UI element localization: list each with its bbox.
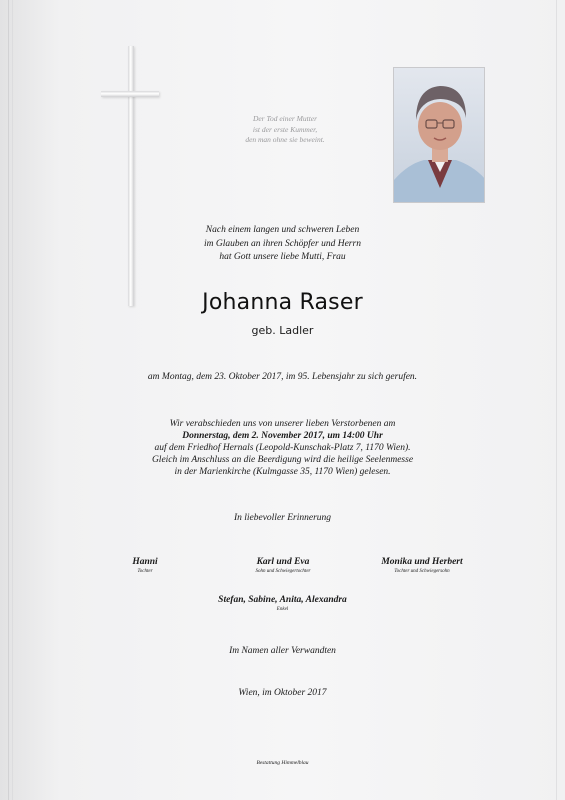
place-date: Wien, im Oktober 2017 (238, 688, 327, 698)
quote-line: ist der erste Kummer, (252, 124, 318, 134)
memorial-quote (150, 114, 420, 146)
fold-line (8, 0, 9, 800)
quote-line: Der Tod einer Mutter (252, 114, 318, 123)
mourner (150, 595, 415, 612)
intro-line: hat Gott unsere liebe Mutti, Frau (219, 252, 346, 262)
mourner (218, 557, 348, 574)
mourner (352, 557, 492, 574)
maiden-name: geb. Ladler (251, 324, 314, 337)
fold-line (12, 0, 13, 800)
intro-text (100, 224, 465, 265)
mourner-relation: Tochter und Schwiegersohn (394, 569, 450, 574)
page-edge (556, 0, 557, 800)
relatives-line: Im Namen aller Verwandten (229, 646, 336, 656)
mourner-name: Karl und Eva (256, 557, 310, 567)
intro-line: im Glauben an ihren Schöpfer und Herrn (204, 238, 361, 249)
mourner-name: Hanni (132, 557, 158, 567)
mourner-relation: Enkel (276, 607, 289, 612)
intro-line: Nach einem langen und schweren Leben (205, 225, 360, 235)
undertaker-name: Bestattung Himmelblau (256, 760, 309, 766)
funeral-line: in der Marienkirche (Kulmgasse 35, 1170 Wien) gelesen. (174, 467, 391, 477)
deceased-name: Johanna Raser (202, 290, 363, 315)
mourner-relation: Sohn und Schwiegertochter (255, 569, 311, 574)
funeral-line: Wir verabschieden uns von unserer lieben Verstorbenen am (169, 419, 396, 429)
mourner-relation: Tochter (137, 569, 153, 574)
mourner-name: Monika und Herbert (381, 557, 463, 567)
mourner-name: Stefan, Sabine, Anita, Alexandra (218, 595, 347, 605)
funeral-date: Donnerstag, dem 2. November 2017, um 14:00 Uhr (182, 431, 383, 441)
memory-line: In liebevoller Erinnerung (233, 513, 332, 523)
mourner (80, 557, 210, 574)
funeral-line: Gleich im Anschluss an die Beerdigung wird die heilige Seelenmesse (151, 455, 414, 465)
death-notice: am Montag, dem 23. Oktober 2017, im 95. Lebensjahr zu sich gerufen. (147, 372, 418, 382)
funeral-line: auf dem Friedhof Hernals (Leopold-Kunschak-Platz 7, 1170 Wien). (154, 443, 411, 453)
quote-line: den man ohne sie beweint. (245, 135, 325, 144)
funeral-details (60, 418, 505, 478)
